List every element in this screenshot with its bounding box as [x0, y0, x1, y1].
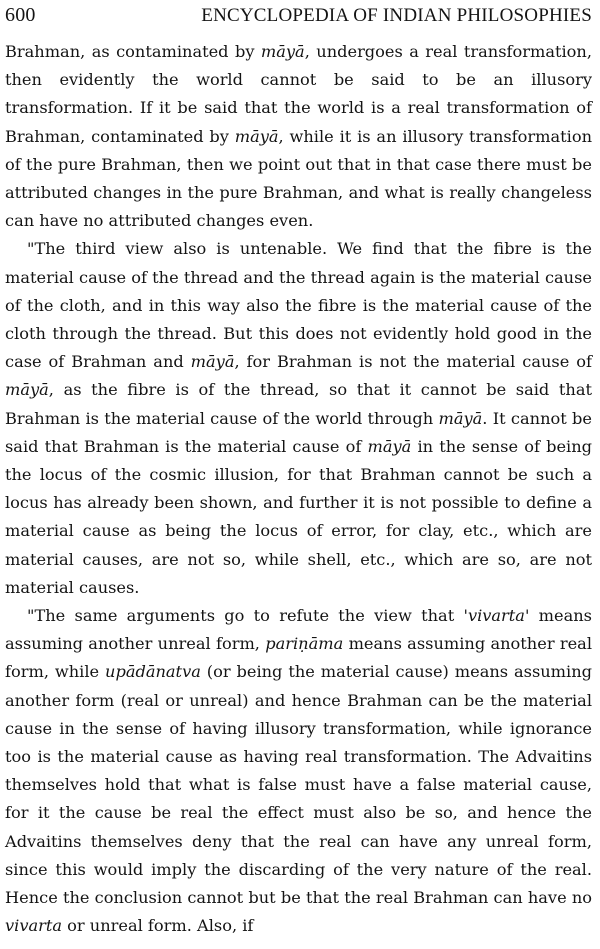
text-run: (or being the material cause) means assuming another form (real or unreal) and hence Brahman can be the material cause in the sense of having illusory transformation, while ignorance too is the material cause as having real transformation. The Advaitins themselves hold that what is false must have a false material cause, for it the cause be real the effect must also be so, and hence the Advaitins themselves deny that the real can have any unreal form, since this would imply the discarding of the very nature of the real. Hence the conclusion cannot but be that the real Brahman can have no	[5, 662, 592, 908]
text-run: in the sense of being the locus of the cosmic illusion, for that Brahman cannot be such a locus has already been shown, and further it is not possible to define a material cause as being the locus of error, for clay, etc., which are material causes, are not so, while shell, etc., which are so, are not material causes.	[5, 436, 592, 597]
italic-term: māyā	[438, 408, 483, 428]
italic-term: māyā	[234, 126, 279, 146]
text-run: means assuming another real form, while	[5, 634, 592, 682]
running-header	[5, 4, 592, 32]
text-run: , for Brahman is not the material cause of	[234, 352, 592, 372]
paragraph	[5, 38, 592, 235]
text-run: , undergoes a real transformation, then evidently the world cannot be said to be an illusory transformation. If it be said that the world is a real transformation of Brahman, contaminated by	[5, 42, 592, 146]
text-run: Brahman, as contaminated by	[5, 42, 261, 61]
body-text	[5, 38, 592, 941]
text-run: , while it is an illusory transformation of the pure Brahman, then we point out that in that case there must be attributed changes in the pure Brahman, and what is really changeless can have no attributed changes even.	[5, 126, 593, 231]
italic-term: māyā	[260, 42, 305, 61]
running-title: ENCYCLOPEDIA OF INDIAN PHILOSOPHIES	[201, 5, 592, 26]
italic-term: upādānatva	[105, 662, 201, 682]
text-run: . It cannot be said that Brahman is the material cause of	[5, 408, 592, 456]
italic-term: māyā	[190, 352, 235, 372]
italic-term: vivarta	[5, 916, 63, 936]
italic-term: pariṇāma	[265, 634, 344, 654]
text-run: or unreal form. Also, if	[62, 916, 254, 936]
paragraph	[5, 235, 592, 602]
paragraph	[5, 602, 592, 940]
text-run: , as the fibre is of the thread, so that it cannot be said that Brahman is the material cause of the world through	[5, 380, 592, 428]
italic-term: māyā	[367, 436, 412, 456]
page-number: 600	[5, 4, 36, 26]
text-run: "The same arguments go to refute the view that '	[27, 606, 468, 626]
italic-term: vivarta	[467, 606, 525, 626]
text-run: "The third view also is untenable. We find that the fibre is the material cause of the thread and the thread again is the material cause of the cloth, and in this way also the fibre is the material cause of the cloth through the thread. But this does not evidently hold good in the case of Brahman and	[5, 239, 592, 372]
text-run: ' means assuming another unreal form,	[5, 606, 592, 654]
italic-term: māyā	[5, 380, 49, 400]
